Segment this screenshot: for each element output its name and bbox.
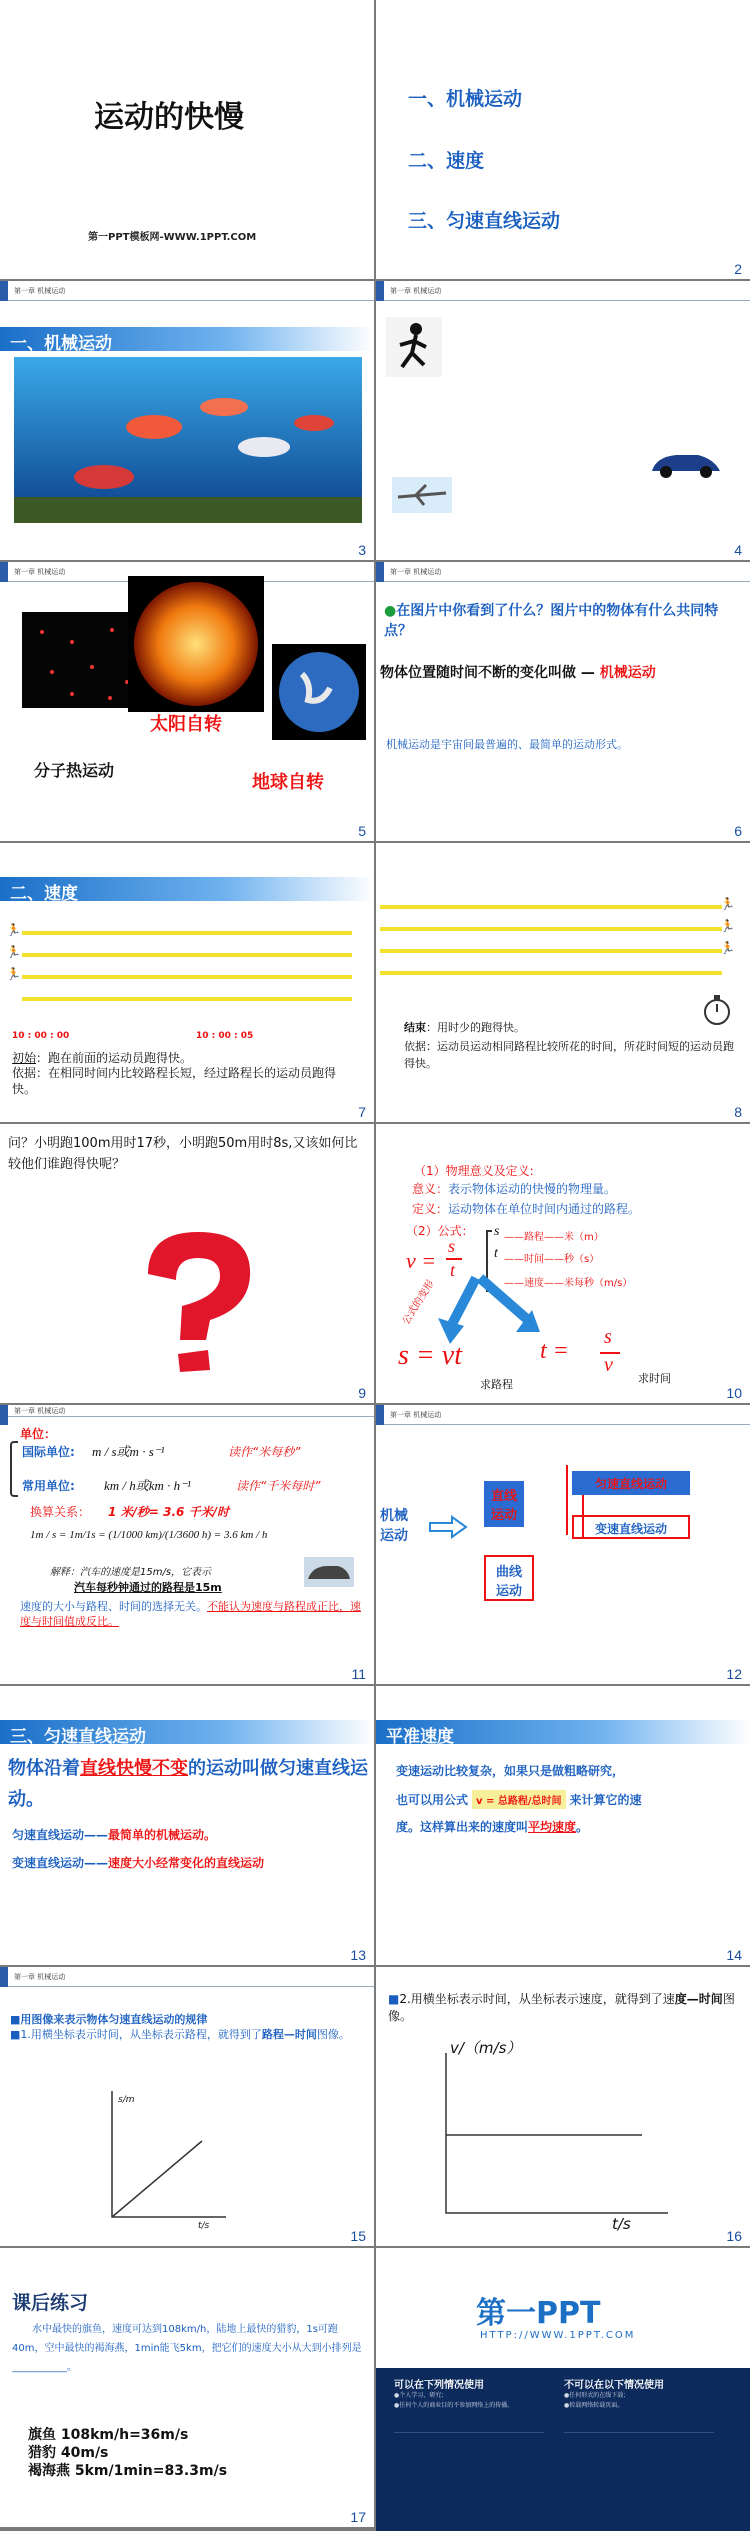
box-uniform-motion: 匀速直线运动 <box>572 1471 690 1495</box>
page-number: 14 <box>726 1947 742 1963</box>
paragraph-line-3: 度。这样算出来的速度叫平均速度。 <box>396 1820 589 1834</box>
formula-s: s <box>448 1236 456 1256</box>
forbidden-heading: 不可以在以下情况使用 <box>564 2380 664 2391</box>
slide-17[interactable] <box>0 2248 374 2527</box>
example-text: 解释：汽车的速度是15m/s，它表示 <box>50 1567 212 1578</box>
slide-header: 第一章 机械运动 <box>376 562 750 582</box>
track-lane <box>380 949 722 953</box>
slide-6[interactable] <box>376 562 750 841</box>
forbidden-item-2: ●转载网络转载页面。 <box>564 2402 624 2409</box>
slide-title: 运动的快慢 <box>94 100 244 135</box>
formula-t-s-v: t = <box>540 1338 569 1364</box>
slide-header: 第一章 机械运动 <box>376 281 750 301</box>
allowed-item-2: ●任何个人的商业目的不参加网络上的传播。 <box>394 2402 514 2409</box>
allowed-item-1: ●个人学习、研究； <box>394 2392 448 2399</box>
page-number: 6 <box>734 823 742 839</box>
basis-text: 依据：运动员运动相同路程比较所花的时间，所花时间短的运动员跑得快。 <box>404 1040 734 1070</box>
label-sun-rotation: 太阳自转 <box>150 714 222 735</box>
page-number: 7 <box>358 1104 366 1120</box>
answer-2: 猎豹 40m/s <box>28 2445 109 2461</box>
var-s-desc: ——路程——米（m） <box>504 1232 604 1243</box>
question-text: 问？小明跑100m用时17秒，小明跑50m用时8s,又该如何比较他们谁跑得快呢？ <box>8 1136 358 1172</box>
slide-header: 第一章 机械运动 <box>0 1405 374 1417</box>
title-bar: 平准速度 <box>376 1720 750 1744</box>
time-start: 10 : 00 : 00 <box>12 1031 70 1041</box>
diagram-root: 机械运动 <box>380 1508 408 1544</box>
var-t: t <box>494 1246 498 1261</box>
track-lane <box>22 997 352 1001</box>
page-number: 8 <box>734 1104 742 1120</box>
x-axis-label: t/s <box>198 2221 210 2231</box>
title-bar: 一、机械运动 <box>0 327 374 351</box>
answer-3: 褐海燕 5km/1min=83.3m/s <box>28 2463 228 2479</box>
link-list-right <box>564 2432 714 2512</box>
slide-10[interactable] <box>376 1124 750 1403</box>
x-axis-label: t/s <box>612 2215 631 2233</box>
box-variable-motion: 变速直线运动 <box>572 1515 690 1539</box>
car-image <box>304 1557 354 1587</box>
example-answer: 汽车每秒钟通过的路程是15m <box>74 1581 222 1594</box>
slide-1[interactable] <box>0 0 374 279</box>
y-axis-label: v/（m/s） <box>450 2039 522 2057</box>
section-heading-1: （1）物理意义及定义: <box>414 1164 534 1178</box>
note-text: 机械运动是宇宙间最普遍的、最简单的运动形式。 <box>386 738 628 751</box>
definition-text: 物体沿着直线快慢不变的运动叫做匀速直线运动。 <box>8 1758 368 1810</box>
page-number: 5 <box>358 823 366 839</box>
runner-icon: 🏃 <box>6 945 21 959</box>
paragraph-line-1: 变速运动比较复杂，如果只是做粗略研究， <box>396 1764 625 1778</box>
title-bar: 三、匀速直线运动 <box>0 1720 374 1744</box>
slide-header: 第一章 机械运动 <box>376 1405 750 1425</box>
question-text: ●在图片中你看到了什么？图片中的物体有什么共同特点？ <box>384 603 719 639</box>
variable-line: 变速直线运动——速度大小经常变化的直线运动 <box>12 1856 265 1870</box>
initial-text: 初始：跑在前面的运动员跑得快。 <box>12 1051 193 1065</box>
end-text: 结束：用时少的跑得快。 <box>404 1021 525 1034</box>
runner-icon: 🏃 <box>720 897 735 911</box>
paragraph-line-2: 也可以用公式 v = 总路程/总时间 来计算它的速 <box>396 1790 642 1809</box>
formula-t: t <box>450 1260 456 1280</box>
stopwatch-icon <box>702 993 732 1027</box>
common-unit-label: 常用单位: <box>22 1479 75 1493</box>
formula-t-s: s <box>604 1326 612 1348</box>
conversion-equation: 1m / s = 1m/1s = (1/1000 km)/(1/3600 h) = 3.6 km / h <box>30 1529 268 1541</box>
track-lane <box>380 971 722 975</box>
y-axis-label: s/m <box>118 2095 135 2105</box>
toc-item-1: 一、机械运动 <box>408 88 523 110</box>
slide-header: 第一章 机械运动 <box>0 1967 374 1987</box>
bullet-2: ■1.用横坐标表示时间，从坐标表示路程，就得到了路程—时间图像。 <box>10 2028 350 2041</box>
distance-time-graph <box>98 2091 228 2235</box>
slide-13[interactable] <box>0 1686 374 1965</box>
exercise-text: 水中最快的旗鱼，速度可达到108km/h，陆地上最快的猎豹，1s可跑40m，空中最快的褐海燕，1min能飞5km，把它们的速度大小从大到小排列是___________。 <box>12 2324 362 2373</box>
slide-header: 第一章 机械运动 <box>0 281 374 301</box>
toc-item-2: 二、速度 <box>408 150 485 172</box>
box-linear-motion: 直线运动 <box>484 1481 524 1527</box>
var-v-desc: ——速度——米每秒（m/s） <box>504 1278 633 1289</box>
page-number: 3 <box>358 542 366 558</box>
logo-url: HTTP://WWW.1PPT.COM <box>480 2330 636 2341</box>
meaning-line: 意义：表示物体运动的快慢的物理量。 <box>412 1182 617 1196</box>
page-number: 17 <box>350 2509 366 2525</box>
sun-image <box>128 576 264 712</box>
slide-3[interactable] <box>0 281 374 560</box>
var-t-desc: ——时间——秒（s） <box>504 1254 600 1265</box>
arrow-right-icon <box>428 1515 468 1539</box>
logo-text: 第一PPT <box>476 2296 601 2331</box>
title-bar: 二、速度 <box>0 877 374 901</box>
label-molecular-motion: 分子热运动 <box>34 761 115 780</box>
earth-image <box>272 644 366 740</box>
definition-line: 物体位置随时间不断的变化叫做 — 机械运动 <box>380 665 656 681</box>
common-unit-reading: 读作“千米每时” <box>236 1479 321 1493</box>
slide-2[interactable] <box>376 0 750 279</box>
slide-14[interactable] <box>376 1686 750 1965</box>
slide-9[interactable] <box>0 1124 374 1403</box>
brace <box>10 1441 18 1497</box>
formula-t-v: v <box>604 1354 613 1376</box>
label-earth-rotation: 地球自转 <box>252 772 324 793</box>
conversion-value: 1 米/秒= 3.6 千米/时 <box>108 1505 229 1519</box>
allowed-heading: 可以在下列情况使用 <box>394 2380 484 2391</box>
page-number: 16 <box>726 2228 742 2244</box>
aquarium-fish-image <box>14 357 362 523</box>
runner-icon: 🏃 <box>720 919 735 933</box>
slide-5[interactable] <box>0 562 374 841</box>
definition-line: 定义：运动物体在单位时间内通过的路程。 <box>412 1202 641 1216</box>
forbidden-item-1: ●任何形式的在线下载； <box>564 2392 630 2399</box>
formula-v: v = <box>406 1248 437 1273</box>
unit-label: 单位： <box>20 1427 57 1441</box>
page-number: 2 <box>734 261 742 277</box>
slide-18[interactable] <box>376 2248 750 2531</box>
toc-item-3: 三、匀速直线运动 <box>408 210 561 232</box>
track-lane <box>380 927 722 931</box>
slide-12[interactable] <box>376 1405 750 1684</box>
bullet-1: ■用图像来表示物体匀速直线运动的规律 <box>10 2013 208 2026</box>
slide-16[interactable] <box>376 1967 750 2246</box>
time-end: 10 : 00 : 05 <box>196 1031 254 1041</box>
slide-4[interactable] <box>376 281 750 560</box>
page-number: 10 <box>726 1385 742 1401</box>
slide-11[interactable] <box>0 1405 374 1684</box>
slide-7[interactable] <box>0 843 374 1122</box>
slide-header: 第一章 机械运动 <box>0 562 374 582</box>
runner-image <box>386 317 442 377</box>
runner-icon: 🏃 <box>720 941 735 955</box>
common-unit-value: km / h或km · h⁻¹ <box>104 1478 191 1493</box>
speed-time-graph <box>432 2053 672 2229</box>
formula-s-vt: s = vt <box>398 1340 462 1371</box>
page-number: 11 <box>351 1666 366 1682</box>
track-lane <box>380 905 722 909</box>
exercise-title: 课后练习 <box>12 2292 89 2314</box>
runner-icon: 🏃 <box>6 923 21 937</box>
formula-transform-label: 公式的变形 <box>400 1278 437 1327</box>
track-lane <box>22 931 352 935</box>
uniform-line: 匀速直线运动——最简单的机械运动。 <box>12 1828 217 1842</box>
page-number: 15 <box>350 2228 366 2244</box>
box-curved-motion: 曲线运动 <box>484 1555 534 1601</box>
track-lane <box>22 953 352 957</box>
slide-15[interactable] <box>0 1967 374 2246</box>
footer-text: 第一PPT模板网-WWW.1PPT.COM <box>88 232 257 243</box>
slide-8[interactable] <box>376 843 750 1122</box>
caption-time: 求时间 <box>638 1372 671 1385</box>
basis-text: 依据：在相同时间内比较路程长短，经过路程长的运动员跑得快。 <box>12 1066 337 1097</box>
page-number: 12 <box>726 1666 742 1682</box>
section-heading-2: （2）公式： <box>406 1224 474 1238</box>
intl-unit-label: 国际单位: <box>22 1445 75 1459</box>
branch-line <box>566 1465 568 1535</box>
track-lane <box>22 975 352 979</box>
notes-text: 速度的大小与路程、时间的选择无关。不能认为速度与路程成正比，速度与时间值成反比。 <box>20 1600 361 1629</box>
question-mark-icon <box>128 1224 268 1374</box>
car-image <box>648 445 724 481</box>
conversion-label: 换算关系： <box>30 1505 91 1519</box>
page-number: 9 <box>358 1385 366 1401</box>
page-number: 13 <box>350 1947 366 1963</box>
answer-1: 旗鱼 108km/h=36m/s <box>28 2427 189 2443</box>
link-list-left <box>394 2432 544 2512</box>
var-s: s <box>494 1224 500 1239</box>
intl-unit-value: m / s或m · s⁻¹ <box>92 1444 165 1459</box>
bullet-1: ■2.用横坐标表示时间，从坐标表示速度，就得到了速度—时间图像。 <box>388 1992 735 2023</box>
caption-distance: 求路程 <box>480 1378 513 1391</box>
runner-icon: 🏃 <box>6 967 21 981</box>
page-number: 4 <box>734 542 742 558</box>
intl-unit-reading: 读作“米每秒” <box>228 1445 301 1459</box>
airplane-image <box>392 477 452 513</box>
